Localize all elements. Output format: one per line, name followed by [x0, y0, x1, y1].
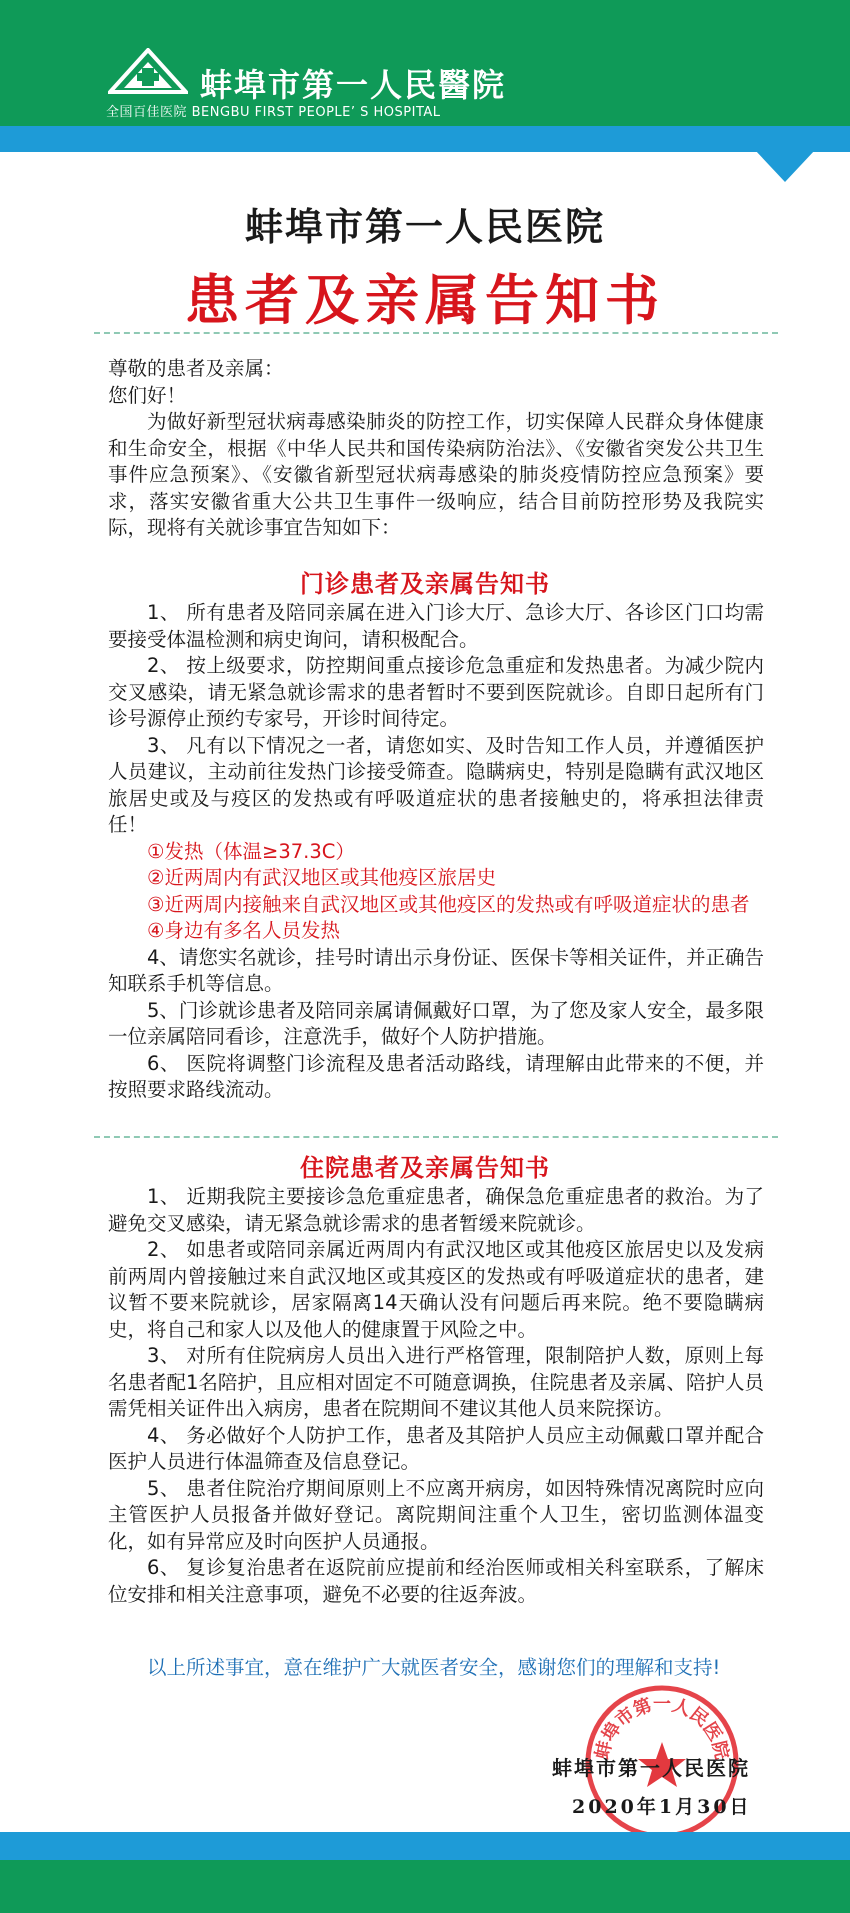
header-tab-triangle: [755, 150, 815, 182]
outpatient-item-5: 5、门诊就诊患者及陪同亲属请佩戴好口罩，为了您及家人安全，最多限一位亲属陪同看诊，注意洗手，做好个人防护措施。: [108, 998, 764, 1048]
signature-organization: 蚌埠市第一人民医院: [552, 1756, 750, 1780]
outpatient-heading: 门诊患者及亲属告知书: [300, 570, 550, 598]
header-stripe: [0, 126, 850, 152]
condition-3: ③近两周内接触来自武汉地区或其他疫区的发热或有呼吸道症状的患者: [147, 892, 750, 916]
condition-1: ①发热（体温≥37.3C）: [147, 839, 355, 863]
greeting: 您们好！: [108, 383, 187, 407]
outpatient-item-3: 3、 凡有以下情况之一者，请您如实、及时告知工作人员，并遵循医护人员建议，主动前往发热门诊接受筛查。隐瞒病史，特别是隐瞒有武汉地区旅居史或及与疫区的发热或有呼吸道症状的患者接触史的，将承担法律责任！: [108, 733, 764, 836]
intro-section: [108, 356, 764, 542]
footer-stripe: [0, 1832, 850, 1860]
inpatient-section: [108, 1184, 764, 1608]
outpatient-item-2: 2、 按上级要求，防控期间重点接诊危急重症和发热患者。为减少院内交叉感染，请无紧急就诊需求的患者暂时不要到医院就诊。自即日起所有门诊号源停止预约专家号，开诊时间待定。: [108, 654, 764, 730]
inpatient-item-3: 3、 对所有住院病房人员出入进行严格管理，限制陪护人数，原则上每名患者配1名陪护，且应相对固定不可随意调换，住院患者及亲属、陪护人员需凭相关证件出入病房，患者在院期间不建议其他人员来院探访。: [108, 1344, 764, 1420]
document-hospital-title: 蚌埠市第一人民医院: [244, 205, 605, 249]
outpatient-item-6: 6、 医院将调整门诊流程及患者活动路线，请理解由此带来的不便，并按照要求路线流动。: [108, 1051, 764, 1101]
inpatient-item-2: 2、 如患者或陪同亲属近两周内有武汉地区或其他疫区旅居史以及发病前两周内曾接触过来自武汉地区或其疫区的发热或有呼吸道症状的患者，建议暂不要来院就诊，居家隔离14天确认没有问题后再来院。绝不要隐瞒病史，将自己和家人以及他人的健康置于风险之中。: [108, 1238, 764, 1341]
condition-2: ②近两周内有武汉地区或其他疫区旅居史: [147, 866, 496, 889]
inpatient-item-6: 6、 复诊复治患者在返院前应提前和经治医师或相关科室联系，了解床位安排和相关注意事项，避免不必要的往返奔波。: [108, 1556, 764, 1606]
inpatient-item-4: 4、 务必做好个人防护工作，患者及其陪护人员应主动佩戴口罩并配合医护人员进行体温筛查及信息登记。: [108, 1423, 764, 1473]
inpatient-item-5: 5、 患者住院治疗期间原则上不应离开病房，如因特殊情况离院时应向主管医护人员报备并做好登记。离院期间注重个人卫生，密切监测体温变化，如有异常应及时向医护人员通报。: [108, 1476, 764, 1553]
outpatient-item-1: 1、 所有患者及陪同亲属在进入门诊大厅、急诊大厅、各诊区门口均需要接受体温检测和病史询问，请积极配合。: [108, 601, 764, 651]
middle-divider: [94, 1136, 778, 1138]
hospital-logo-icon: [108, 48, 188, 98]
svg-text:蚌埠市第一人民医院: 蚌埠市第一人民医院: [591, 1694, 733, 1762]
document-main-title: 患者及亲属告知书: [185, 268, 665, 332]
closing-statement: 以上所述事宜，意在维护广大就医者安全，感谢您们的理解和支持!: [147, 1656, 721, 1679]
footer-banner: [0, 1860, 850, 1913]
outpatient-item-4: 4、请您实名就诊，挂号时请出示身份证、医保卡等相关证件，并正确告知联系手机等信息。: [108, 945, 764, 995]
hospital-name-logotype: 蚌埠市第一人民醫院: [200, 66, 507, 104]
salutation: 尊敬的患者及亲属：: [108, 357, 284, 380]
outpatient-section: [108, 600, 764, 1104]
top-divider: [94, 332, 778, 334]
inpatient-heading: 住院患者及亲属告知书: [300, 1154, 550, 1182]
inpatient-item-1: 1、 近期我院主要接诊急危重症患者，确保急危重症患者的救治。为了避免交叉感染，请无紧急就诊需求的患者暂缓来院就诊。: [108, 1185, 764, 1235]
intro-paragraph: 为做好新型冠状病毒感染肺炎的防控工作，切实保障人民群众身体健康和生命安全，根据《中华人民共和国传染病防治法》、《安徽省突发公共卫生事件应急预案》、《安徽省新型冠状病毒感染的肺炎疫情防控应急预案》要求，落实安徽省重大公共卫生事件一级响应，结合目前防控形势及我院实际，现将有关就诊事宜告知如下：: [108, 410, 764, 539]
condition-4: ④身边有多名人员发热: [147, 919, 340, 942]
signature-date: 2020年1月30日: [572, 1796, 752, 1818]
hospital-subtitle: 全国百佳医院 BENGBU FIRST PEOPLE’ S HOSPITAL: [106, 105, 441, 120]
